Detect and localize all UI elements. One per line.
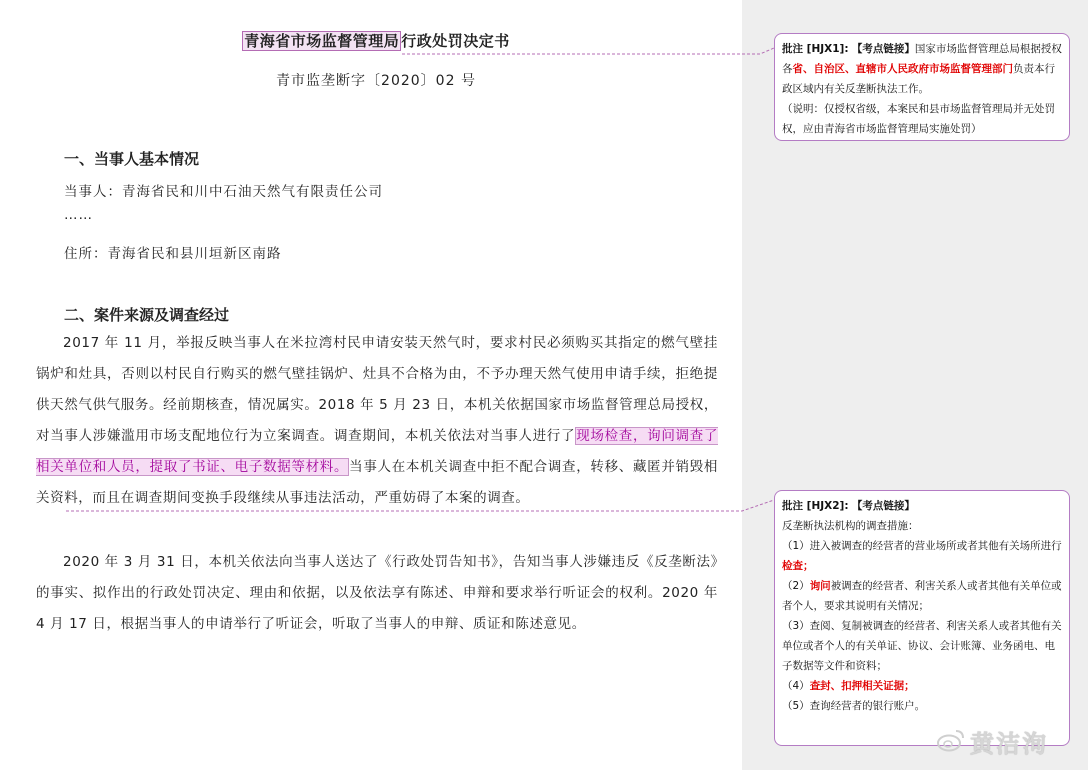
comment-hjx2[interactable] bbox=[774, 490, 1070, 746]
case-paragraph-2: 2020 年 3 月 31 日，本机关依法向当事人送达了《行政处罚告知书》，告知当事人涉嫌违反《反垄断法》的事实、拟作出的行政处罚决定、理由和依据，以及依法享有陈述、申辩和要求举行听证会的权利。2020 年 4 月 17 日，根据当事人的申请举行了听证会，听取了当事人的申辩、质证和陈述意见。 bbox=[36, 554, 718, 632]
comment-text: 国家市场监督管理总局根据授权各 bbox=[782, 43, 1062, 75]
comment-item-3: （3）查阅、复制被调查的经营者、利害关系人或者其他有关单位或者个人的有关单证、协议、会计账簿、业务函电、电子数据等文件和资料； bbox=[782, 620, 1062, 672]
comment-tag: 【考点链接】 bbox=[851, 43, 915, 55]
title-rest: 行政处罚决定书 bbox=[401, 32, 510, 50]
party-line: 当事人：青海省民和川中石油天然气有限责任公司 bbox=[64, 184, 383, 200]
comment-text: 负责本行政区域内有关反垄断执法工作。 bbox=[782, 63, 1055, 95]
title-commented-range[interactable]: 青海省市场监督管理局 bbox=[244, 32, 400, 50]
watermark-text: 黄洁洵 bbox=[970, 730, 1048, 758]
comment-item-4: （4）查封、扣押相关证据； bbox=[782, 680, 915, 692]
p1-commented-range[interactable]: 现场检查，询问调查了相关单位和人员，提取了书证、电子数据等材料。 bbox=[36, 428, 718, 475]
p1-before: 2017 年 11 月，举报反映当事人在米拉湾村民申请安装天然气时，要求村民必须购买其指定的燃气壁挂锅炉和灶具，否则以村民自行购买的燃气壁挂锅炉、灶具不合格为由，不予办理天然气使用申请手续，拒绝提供天然气供气服务。经前期核查，情况属实。2018 年 5 月 23 日，本机关依据国家市场监督管理总局授权，对当事人涉嫌滥用市场支配地位行为立案调查。调查期间，本机关依法对当事人进行了 bbox=[36, 335, 718, 444]
section2-heading: 二、案件来源及调查经过 bbox=[64, 306, 230, 324]
comment-note: （说明：仅授权省级，本案民和县市场监督管理局并无处罚权，应由青海省市场监督管理局实施处罚） bbox=[782, 103, 1055, 135]
comment-tag: 【考点链接】 bbox=[851, 500, 915, 512]
section1-heading: 一、当事人基本情况 bbox=[64, 150, 200, 168]
comment-label: 批注 [HJX2]: bbox=[782, 500, 849, 512]
weibo-logo-icon bbox=[936, 728, 966, 752]
comment-item-5: （5）查询经营者的银行账户。 bbox=[782, 700, 926, 712]
document-number: 青市监垄断字〔2020〕02 号 bbox=[276, 73, 476, 89]
document-title bbox=[0, 30, 752, 51]
comment-item-1: （1）进入被调查的经营者的营业场所或者其他有关场所进行检查； bbox=[782, 540, 1062, 572]
comment-highlight: 省、自治区、直辖市人民政府市场监督管理部门 bbox=[792, 63, 1013, 75]
p1-after: 当事人在本机关调查中拒不配合调查，转移、藏匿并销毁相关资料，而且在调查期间变换手段继续从事违法活动，严重妨碍了本案的调查。 bbox=[36, 459, 718, 506]
comment-label: 批注 [HJX1]: bbox=[782, 43, 849, 55]
address-line: 住所：青海省民和县川垣新区南路 bbox=[64, 246, 282, 262]
comment-item-2: （2）询问被调查的经营者、利害关系人或者其他有关单位或者个人，要求其说明有关情况； bbox=[782, 580, 1062, 612]
ellipsis-line: …… bbox=[64, 207, 93, 223]
comment-intro: 反垄断执法机构的调查措施： bbox=[782, 520, 919, 532]
case-paragraph-1 bbox=[36, 328, 718, 514]
comment-hjx1[interactable] bbox=[774, 33, 1070, 141]
